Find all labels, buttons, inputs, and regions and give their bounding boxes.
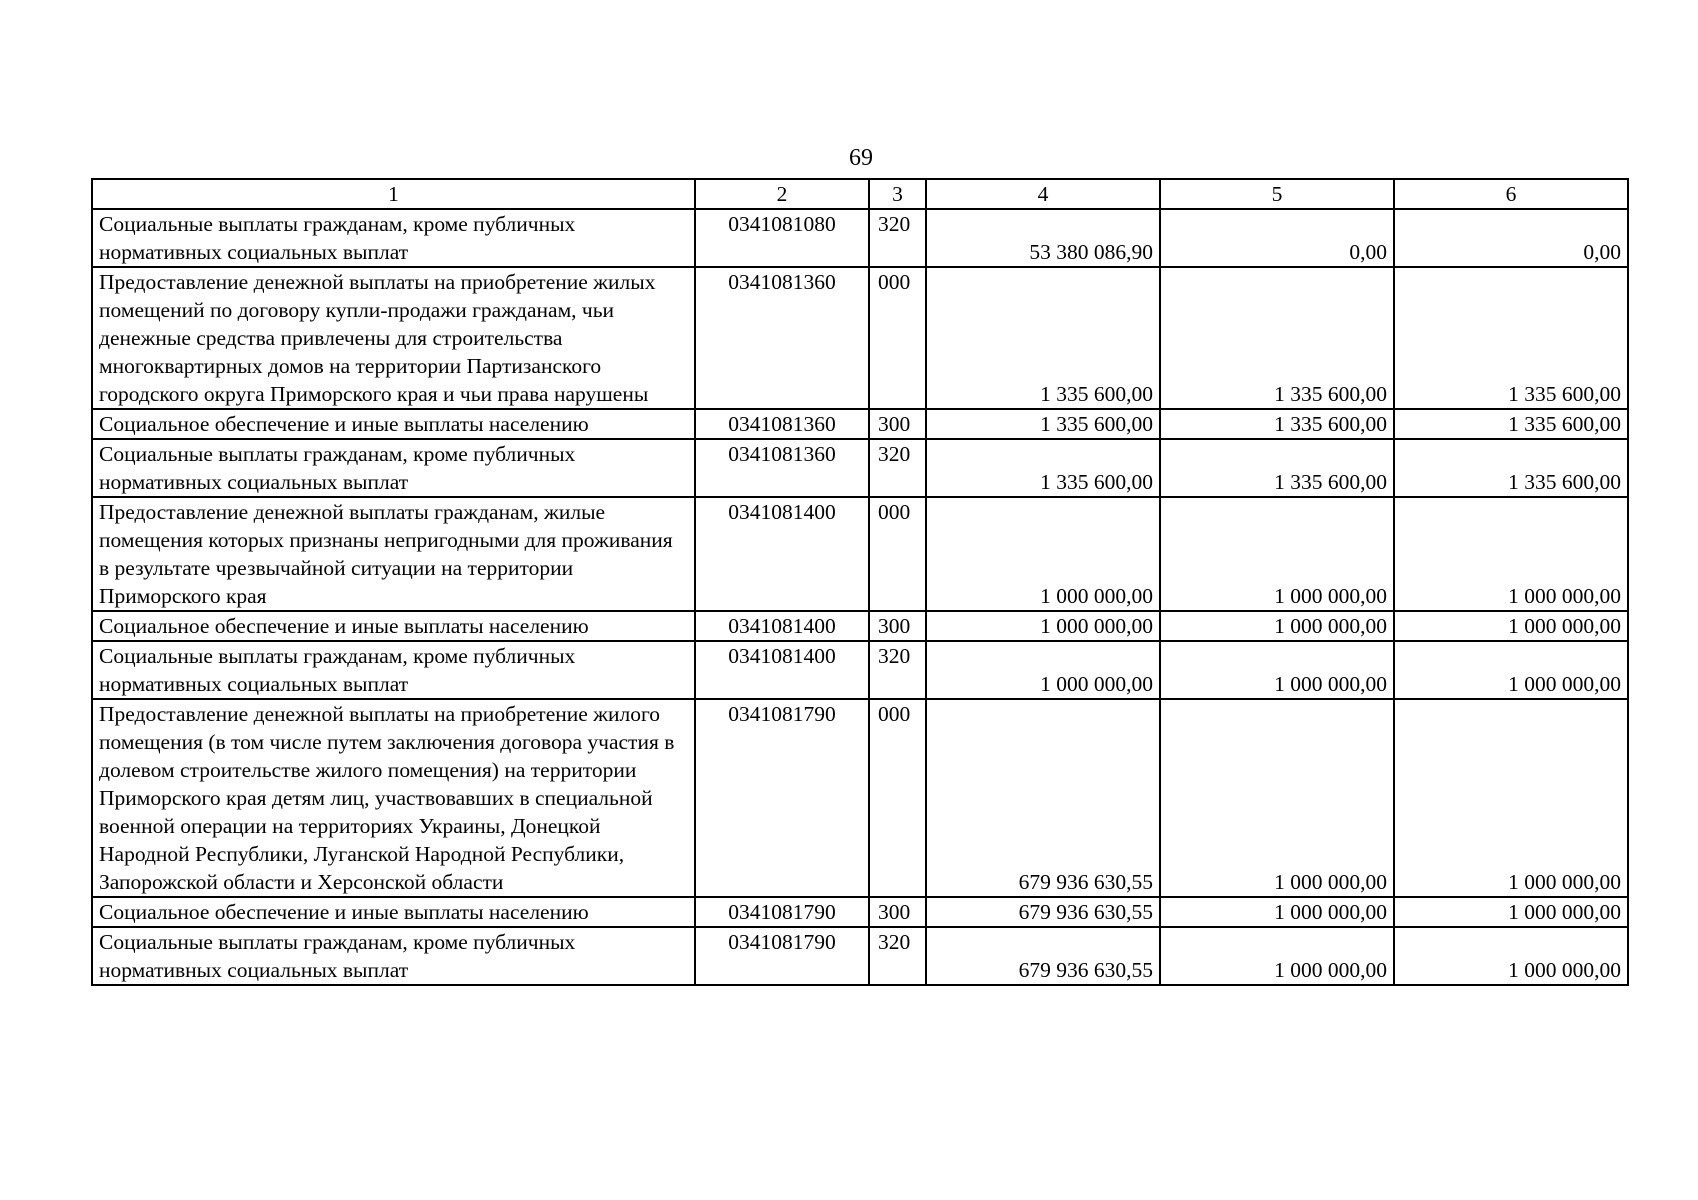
row-col6: 1 335 600,00	[1394, 409, 1628, 439]
row-col6: 1 000 000,00	[1394, 699, 1628, 897]
column-header: 5	[1160, 179, 1394, 209]
row-code: 0341081360	[695, 267, 869, 409]
table-row	[92, 497, 1628, 611]
row-col6: 1 000 000,00	[1394, 927, 1628, 985]
row-code: 0341081360	[695, 439, 869, 497]
row-code: 0341081400	[695, 641, 869, 699]
row-col5: 1 335 600,00	[1160, 439, 1394, 497]
row-col4: 1 000 000,00	[926, 641, 1160, 699]
row-col4: 679 936 630,55	[926, 927, 1160, 985]
column-header: 2	[695, 179, 869, 209]
row-name: Социальные выплаты гражданам, кроме публичных нормативных социальных выплат	[92, 439, 695, 497]
row-col5: 1 000 000,00	[1160, 699, 1394, 897]
row-col5: 1 335 600,00	[1160, 409, 1394, 439]
row-col6: 1 335 600,00	[1394, 267, 1628, 409]
row-col6: 1 000 000,00	[1394, 641, 1628, 699]
row-col6: 1 335 600,00	[1394, 439, 1628, 497]
row-code: 0341081400	[695, 611, 869, 641]
row-kvr: 000	[869, 267, 926, 409]
row-col4: 53 380 086,90	[926, 209, 1160, 267]
row-name: Предоставление денежной выплаты гражданам, жилые помещения которых признаны непригодными для проживания в результате чрезвычайной ситуации на территории Приморского края	[92, 497, 695, 611]
table-row	[92, 897, 1628, 927]
row-code: 0341081080	[695, 209, 869, 267]
table-row	[92, 409, 1628, 439]
column-header: 4	[926, 179, 1160, 209]
row-code: 0341081360	[695, 409, 869, 439]
row-name: Социальное обеспечение и иные выплаты населению	[92, 897, 695, 927]
row-col4: 679 936 630,55	[926, 699, 1160, 897]
table-row	[92, 699, 1628, 897]
row-col6: 1 000 000,00	[1394, 897, 1628, 927]
row-col4: 1 000 000,00	[926, 611, 1160, 641]
table-row	[92, 927, 1628, 985]
row-col4: 1 335 600,00	[926, 409, 1160, 439]
row-code: 0341081400	[695, 497, 869, 611]
row-name: Социальные выплаты гражданам, кроме публичных нормативных социальных выплат	[92, 927, 695, 985]
table-row	[92, 641, 1628, 699]
column-header: 6	[1394, 179, 1628, 209]
row-kvr: 000	[869, 497, 926, 611]
row-kvr: 000	[869, 699, 926, 897]
table-row	[92, 267, 1628, 409]
row-col6: 0,00	[1394, 209, 1628, 267]
row-col6: 1 000 000,00	[1394, 497, 1628, 611]
row-col5: 0,00	[1160, 209, 1394, 267]
row-name: Предоставление денежной выплаты на приобретение жилого помещения (в том числе путем заключения договора участия в долевом строительстве жилого помещения) на территории Приморского края детям лиц, участвовавших в специальной военной операции на территориях Украины, Донецкой Народной Республики, Луганской Народной Республики, Запорожской области и Херсонской области	[92, 699, 695, 897]
row-kvr: 320	[869, 641, 926, 699]
row-col4: 1 335 600,00	[926, 439, 1160, 497]
row-name: Социальное обеспечение и иные выплаты населению	[92, 611, 695, 641]
row-kvr: 300	[869, 409, 926, 439]
row-col5: 1 000 000,00	[1160, 641, 1394, 699]
row-kvr: 320	[869, 439, 926, 497]
column-header: 1	[92, 179, 695, 209]
row-name: Социальные выплаты гражданам, кроме публичных нормативных социальных выплат	[92, 641, 695, 699]
row-name: Социальное обеспечение и иные выплаты населению	[92, 409, 695, 439]
row-kvr: 320	[869, 927, 926, 985]
row-col5: 1 000 000,00	[1160, 927, 1394, 985]
row-kvr: 300	[869, 897, 926, 927]
row-code: 0341081790	[695, 699, 869, 897]
row-col6: 1 000 000,00	[1394, 611, 1628, 641]
page-number: 69	[849, 145, 873, 171]
row-col4: 1 335 600,00	[926, 267, 1160, 409]
row-col5: 1 000 000,00	[1160, 897, 1394, 927]
table-row	[92, 209, 1628, 267]
budget-table	[91, 178, 1629, 986]
row-name: Предоставление денежной выплаты на приобретение жилых помещений по договору купли-продажи гражданам, чьи денежные средства привлечены для строительства многоквартирных домов на территории Партизанского городского округа Приморского края и чьи права нарушены	[92, 267, 695, 409]
table-header-row	[92, 179, 1628, 209]
row-col5: 1 000 000,00	[1160, 497, 1394, 611]
row-name: Социальные выплаты гражданам, кроме публичных нормативных социальных выплат	[92, 209, 695, 267]
table-row	[92, 439, 1628, 497]
row-col5: 1 335 600,00	[1160, 267, 1394, 409]
row-code: 0341081790	[695, 927, 869, 985]
column-header: 3	[869, 179, 926, 209]
row-kvr: 320	[869, 209, 926, 267]
table-row	[92, 611, 1628, 641]
row-code: 0341081790	[695, 897, 869, 927]
row-col5: 1 000 000,00	[1160, 611, 1394, 641]
row-col4: 1 000 000,00	[926, 497, 1160, 611]
row-kvr: 300	[869, 611, 926, 641]
row-col4: 679 936 630,55	[926, 897, 1160, 927]
